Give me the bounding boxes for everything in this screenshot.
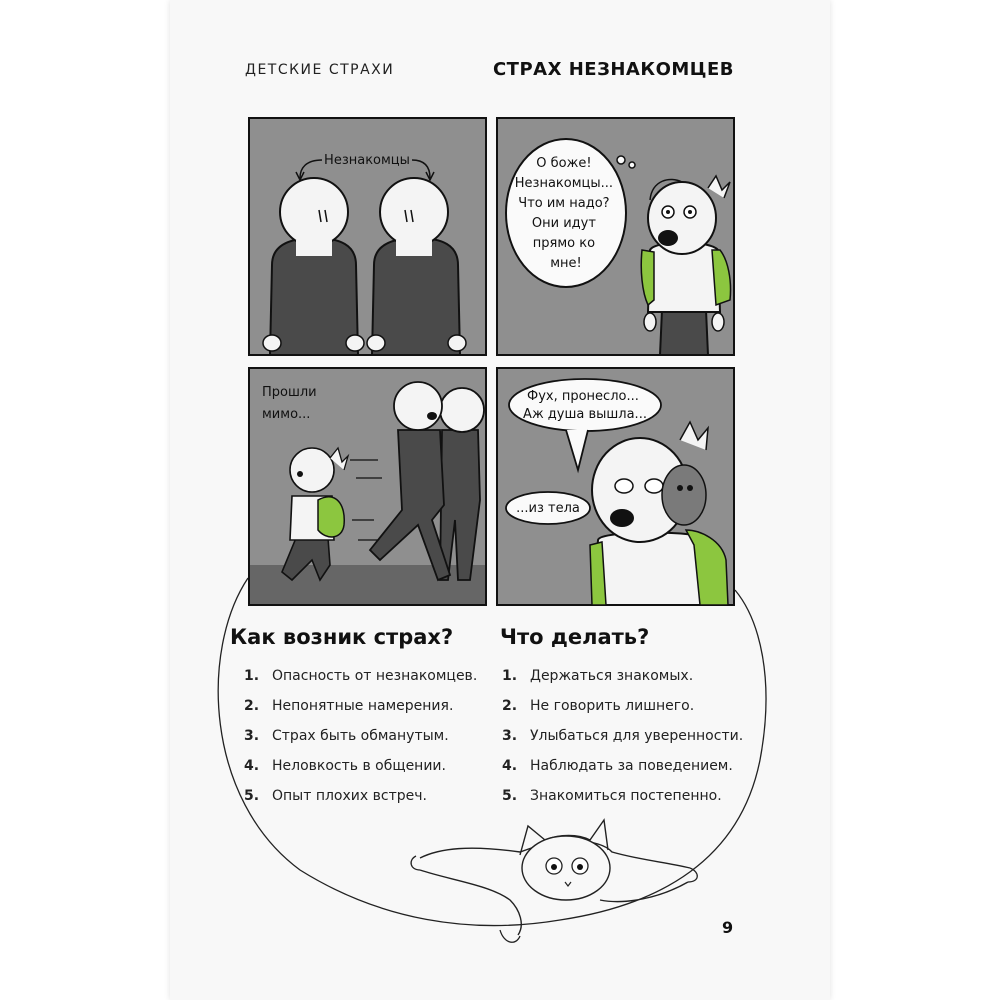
panel-1 — [249, 118, 486, 355]
panel-4-bubble-2: ...из тела — [516, 501, 580, 516]
panel-3-caption: Прошли мимо... — [262, 385, 317, 422]
actions-item: 4. Наблюдать за поведением. — [502, 758, 733, 774]
page-number: 9 — [722, 918, 734, 937]
causes-item: 2. Непонятные намерения. — [244, 698, 454, 714]
actions-item: 5. Знакомиться постепенно. — [502, 788, 722, 804]
chapter-title: СТРАХ НЕЗНАКОМЦЕВ — [492, 59, 734, 80]
causes-item: 3. Страх быть обманутым. — [244, 728, 449, 744]
panel-4-bubble-1: Фух, пронесло... Аж душа вышла... — [523, 389, 647, 422]
causes-list — [244, 668, 477, 818]
actions-item: 1. Держаться знакомых. — [502, 668, 694, 684]
panel-2-bubble-text: О боже! Незнакомцы... Что им надо? Они идут прямо ко мне! — [514, 156, 614, 271]
actions-list — [502, 668, 743, 818]
causes-item: 4. Неловкость в общении. — [244, 758, 446, 774]
panel-3 — [249, 368, 486, 605]
running-head: ДЕТСКИЕ СТРАХИ — [245, 62, 395, 78]
causes-item: 5. Опыт плохих встреч. — [244, 788, 427, 804]
actions-item: 2. Не говорить лишнего. — [502, 698, 695, 714]
causes-heading: Как возник страх? — [230, 625, 454, 649]
actions-item: 3. Улыбаться для уверенности. — [502, 728, 744, 744]
panel-1-caption: Незнакомцы — [324, 153, 410, 168]
actions-heading: Что делать? — [500, 625, 650, 649]
panel-2 — [497, 118, 734, 355]
panel-4 — [497, 368, 734, 605]
causes-item: 1. Опасность от незнакомцев. — [244, 668, 478, 684]
